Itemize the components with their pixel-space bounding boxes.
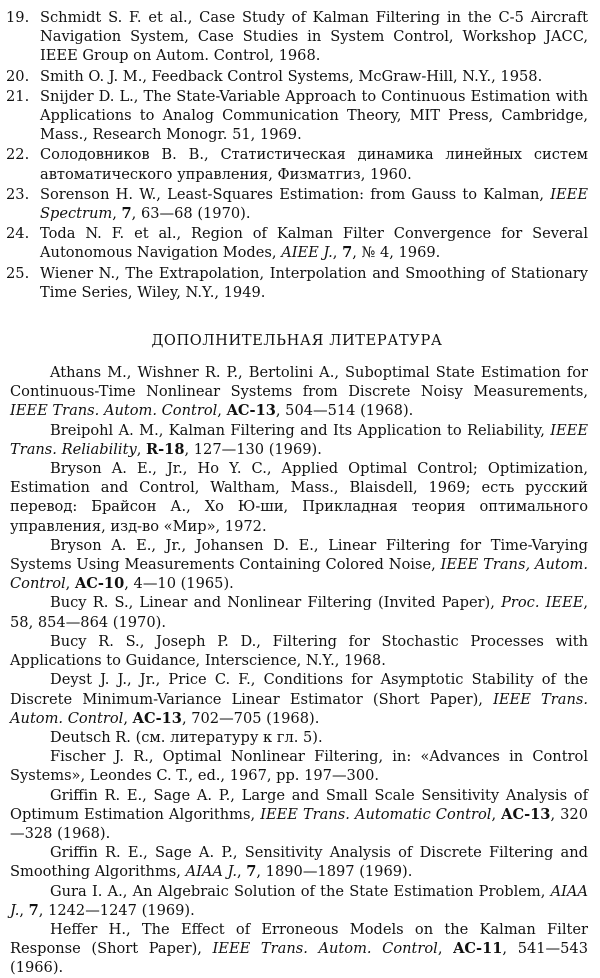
additional-reference-item [6,421,588,459]
reference-number: 23. [6,185,30,203]
citation-journal: AIEE J. [281,244,333,262]
citation-text: , 320—328 (1968). [10,805,588,842]
citation-volume: AC-10 [74,575,125,593]
citation-text: , [123,709,133,727]
citation-text: Bucy R. S., Linear and Nonlinear Filtering (Invited Paper), [50,594,502,612]
citation-text: , 58, 854—864 (1970). [10,594,588,631]
reference-number: 20. [6,67,30,85]
citation-text: Bryson A. E., Jr., Johansen D. E., Linear Filtering for Time-Varying Systems Using Measurements Containing Colored Noise, [10,536,588,574]
additional-literature-heading: ДОПОЛНИТЕЛЬНАЯ ЛИТЕРАТУРА [151,332,443,350]
additional-reference-item [6,459,588,536]
citation-text: , 127—130 (1969). [184,440,322,458]
citation-text: , 1890—1897 (1969). [256,863,413,881]
additional-reference-item [6,728,588,747]
citation-text: , 63—68 (1970). [131,205,251,223]
reference-number: 25. [6,264,30,282]
citation-volume: R-18 [145,440,185,458]
citation-journal: IEEE Spectrum [40,185,588,223]
citation-text: Snijder D. L., The State-Variable Approach to Continuous Estimation with Applications to Analog Communication Theory, MIT Press, Cambridge, Mass., Research Monogr. 51, 1969. [40,87,588,144]
additional-reference-item [6,593,588,631]
reference-number: 19. [6,9,30,26]
reference-item [6,145,588,183]
citation-text: Deutsch R. (см. литературу к гл. 5). [50,728,323,746]
citation-journal: AIAA J. [10,882,588,919]
citation-text: , [332,244,343,262]
citation-text: Heffer H., The Effect of Erroneous Models on the Kalman Filter Response (Short Paper), [10,920,588,958]
reference-item [6,264,588,302]
citation-journal: IEEE Trans. Autom. Control [212,940,438,958]
citation-text: , 702—705 (1968). [181,709,320,727]
citation-journal: IEEE Trans. Autom. Control [10,402,218,420]
citation-text: Fischer J. R., Optimal Nonlinear Filtering, in: «Advances in Control Systems», Leondes C. T., ed., 1967, pp. 197—300. [10,748,588,785]
citation-volume: 7 [121,205,132,223]
citation-text: , [217,402,227,420]
citation-text: Bryson A. E., Jr., Ho Y. C., Applied Optimal Control; Optimization, Estimation and Control, Waltham, Mass., Blaisdell, 1969; есть русский перевод: Брайсон А., Хо Ю-ши, Прикладная теория оптимального управления, изд-во «Мир», 1972. [10,460,588,535]
additional-reference-item [6,632,588,670]
reference-item [6,87,588,145]
citation-text: Athans M., Wishner R. P., Bertolini A., Suboptimal State Estimation for Continuous-Time Nonlinear Systems from Discrete Noisy Measurements, [10,364,588,401]
citation-text: Griffin R. E., Sage A. P., Large and Small Scale Sensitivity Analysis of Optimum Estimation Algorithms, [10,786,588,823]
citation-journal: IEEE Trans. Automatic Control [260,805,492,823]
citation-text: Schmidt S. F. et al., Case Study of Kalman Filtering in the C-5 Aircraft Navigation System, Case Studies in System Control, Workshop JACC, IEEE Group on Autom. Control, 1968. [40,9,588,65]
citation-volume: 7 [342,244,353,262]
reference-item [6,185,588,223]
citation-volume: AC-13 [132,709,182,727]
citation-text: Smith O. J. M., Feedback Control Systems, McGraw-Hill, N.Y., 1958. [40,67,543,85]
citation-text: , 4—10 (1965). [124,575,234,593]
citation-text: , [19,901,29,919]
citation-text: Breipohl A. M., Kalman Filtering and Its Application to Reliability, [50,421,551,439]
citation-text: , [491,805,502,823]
citation-text: Griffin R. E., Sage A. P., Sensitivity Analysis of Discrete Filtering and Smoothing Algorithms, [10,844,588,881]
reference-item [6,8,588,66]
citation-journal: IEEE Trans. Reliability [10,421,588,458]
citation-text: , 1242—1247 (1969). [38,901,195,919]
citation-text: Deyst J. J., Jr., Price C. F., Conditions for Asymptotic Stability of the Discrete Minimum-Variance Linear Estimator (Short Paper), [10,671,588,708]
citation-volume: AC-13 [226,402,276,420]
citation-journal: Proc. IEEE [501,594,584,612]
reference-number: 21. [6,87,30,105]
citation-text: , 504—514 (1968). [275,402,414,420]
additional-literature-list [6,363,588,978]
additional-reference-item [6,536,588,594]
additional-reference-item [6,363,588,421]
citation-journal: AIAA J. [185,863,237,881]
citation-text: , [437,940,454,958]
citation-text: Gura I. A., An Algebraic Solution of the State Estimation Problem, [50,882,551,900]
citation-text: Sorenson H. W., Least-Squares Estimation: from Gauss to Kalman, [40,185,551,203]
reference-number: 22. [6,146,30,164]
additional-reference-item [6,786,588,844]
reference-number: 24. [6,225,30,243]
additional-reference-item [6,920,588,978]
citation-volume: 7 [28,901,39,919]
citation-volume: AC-13 [501,805,551,823]
citation-text: Toda N. F. et al., Region of Kalman Filter Convergence for Several Autonomous Navigation Modes, [40,225,588,262]
citation-text: , 541—543 (1966). [10,940,588,977]
additional-reference-item [6,882,588,920]
citation-text: , [136,440,146,458]
citation-volume: 7 [246,863,257,881]
citation-text: , [65,575,75,593]
citation-journal: IEEE Trans. Autom. Control [10,690,588,727]
citation-text: , [112,205,122,223]
additional-reference-item [6,747,588,785]
citation-text: , [236,863,247,881]
citation-text: , № 4, 1969. [352,244,441,262]
additional-reference-item [6,843,588,881]
reference-item [6,67,588,86]
citation-text: Bucy R. S., Joseph P. D., Filtering for Stochastic Processes with Applications to Guidance, Interscience, N.Y., 1968. [10,632,588,670]
reference-item [6,224,588,262]
citation-text: Wiener N., The Extrapolation, Interpolation and Smoothing of Stationary Time Series, Wiley, N.Y., 1949. [40,264,588,301]
citation-volume: AC-11 [453,940,503,958]
citation-text: Солодовников В. В., Статистическая динамика линейных систем автоматического управления, Физматгиз, 1960. [40,146,588,183]
citation-journal: IEEE Trans, Autom. Control [10,556,588,593]
additional-reference-item [6,670,588,728]
reference-list [6,8,588,302]
